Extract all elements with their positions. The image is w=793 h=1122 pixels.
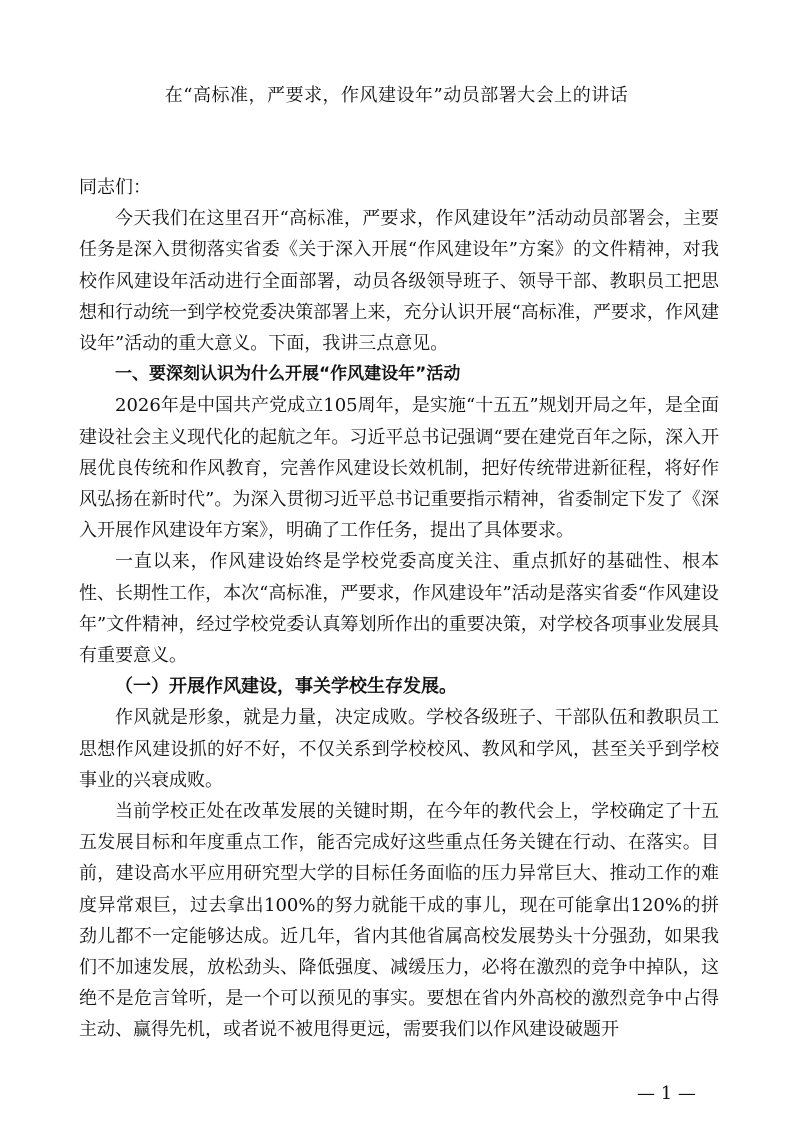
paragraph-style-importance: 作风就是形象，就是力量，决定成败。学校各级班子、干部队伍和教职员工思想作风建设抓的好不好，不仅关系到学校校风、教风和学风，甚至关乎到学校事业的兴衰成败。 xyxy=(79,707,719,791)
paragraph-significance: 一直以来，作风建设始终是学校党委高度关注、重点抓好的基础性、根本性、长期性工作，本次“高标准，严要求，作风建设年”活动是落实省委“作风建设年”文件精神，经过学校党委认真筹划所作出的重要决策，对学校各项事业发展具有重要意义。 xyxy=(79,551,719,667)
section-heading-1: 一、要深刻认识为什么开展“作风建设年”活动 xyxy=(115,364,461,385)
paragraph-current-situation: 当前学校正处在改革发展的关键时期，在今年的教代会上，学校确定了十五五发展目标和年度重点工作，能否完成好这些重点任务关键在行动、在落实。目前，建设高水平应用研究型大学的目标任务面临的压力异常巨大、推动工作的难度异常艰巨，过去拿出100%的努力就能干成的事儿，现在可能拿出120%的拼劲儿都不一定能够达成。近几年，省内其他省属高校发展势头十分强劲，如果我们不加速发展，放松劲头、降低强度、减缓压力，必将在激烈的竞争中掉队，这绝不是危言耸听，是一个可以预见的事实。要想在省内外高校的激烈竞争中占得主动、赢得先机，或者说不被甩得更远，需要我们以作风建设破题开 xyxy=(79,801,719,1041)
paragraph-background: 2026年是中国共产党成立105周年，是实施“十五五”规划开局之年，是全面建设社会主义现代化的起航之年。习近平总书记强调“要在建党百年之际，深入开展优良传统和作风教育，完善作风建设长效机制，把好传统带进新征程，将好作风弘扬在新时代”。为深入贯彻习近平总书记重要指示精神，省委制定下发了《深入开展作风建设年方案》，明确了工作任务，提出了具体要求。 xyxy=(79,395,719,542)
page-number: — 1 — xyxy=(637,1083,696,1104)
document-body xyxy=(79,172,719,1046)
document-title: 在“高标准，严要求，作风建设年”动员部署大会上的讲话 xyxy=(164,85,629,106)
paragraph-intro: 今天我们在这里召开“高标准，严要求，作风建设年”活动动员部署会，主要任务是深入贯彻落实省委《关于深入开展“作风建设年”方案》的文件精神，对我校作风建设年活动进行全面部署，动员各级领导班子、领导干部、教职员工把思想和行动统一到学校党委决策部署上来，充分认识开展“高标准，严要求，作风建设年”活动的重大意义。下面，我讲三点意见。 xyxy=(79,208,719,355)
salutation: 同志们： xyxy=(79,177,151,198)
subsection-heading-1: （一）开展作风建设，事关学校生存发展。 xyxy=(115,676,457,698)
